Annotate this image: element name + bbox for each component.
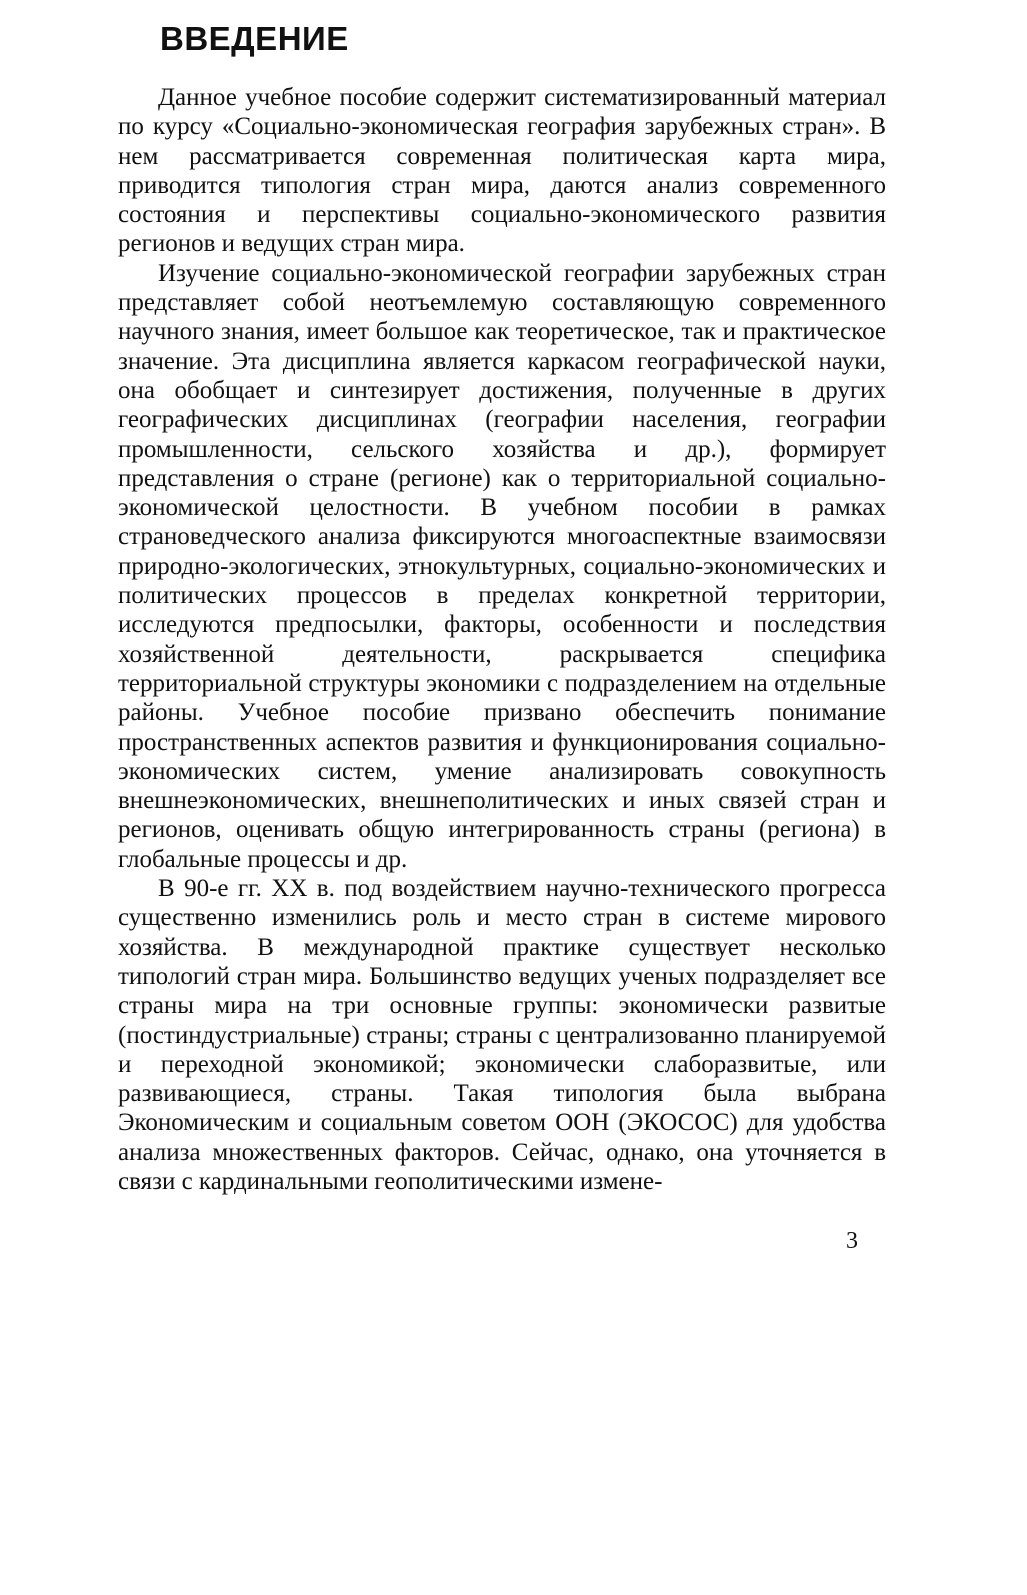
paragraph-2: Изучение социально-экономической географии зарубежных стран представляет собой неотъемлемую составляющую современного научного знания, имеет большое как теоретическое, так и практическое значение. Эта дисциплина является каркасом географической науки, она обобщает и синтезирует достижения, полученные в других географических дисциплинах (географии населения, географии промышленности, сельского хозяйства и др.), формирует представления о стране (регионе) как о территориальной социально-экономической целостности. В учебном пособии в рамках страноведческого анализа фиксируются многоаспектные взаимосвязи природно-экологических, этнокультурных, социально-экономических и политических процессов в пределах конкретной территории, исследуются предпосылки, факторы, особенности и последствия хозяйственной деятельности, раскрывается специфика территориальной структуры экономики с подразделением на отдельные районы. Учебное пособие призвано обеспечить понимание пространственных аспектов развития и функционирования социально-экономических систем, умение анализировать совокупность внешнеэкономических, внешнеполитических и иных связей стран и регионов, оценивать общую интегрированность страны (региона) в глобальные процессы и др. <box>118 259 886 873</box>
page-number: 3 <box>846 1228 858 1254</box>
paragraph-1: Данное учебное пособие содержит систематизированный материал по курсу «Социально-экономическая география зарубежных стран». В нем рассматривается современная политическая карта мира, приводится типология стран мира, даются анализ современного состояния и перспективы социально-экономического развития регионов и ведущих стран мира. <box>118 84 886 258</box>
body-text <box>118 83 886 1196</box>
paragraph-3: В 90-е гг. XX в. под воздействием научно-технического прогресса существенно изменились роль и место стран в системе мирового хозяйства. В международной практике существует несколько типологий стран мира. Большинство ведущих ученых подразделяет все страны мира на три основные группы: экономически развитые (постиндустриальные) страны; страны с централизованно планируемой и переходной экономикой; экономически слаборазвитые, или развивающиеся, страны. Такая типология была выбрана Экономическим и социальным советом ООН (ЭКОСОС) для удобства анализа множественных факторов. Сейчас, однако, она уточняется в связи с кардинальными геополитическими измене- <box>118 875 886 1195</box>
page-title: ВВЕДЕНИЕ <box>160 20 349 57</box>
